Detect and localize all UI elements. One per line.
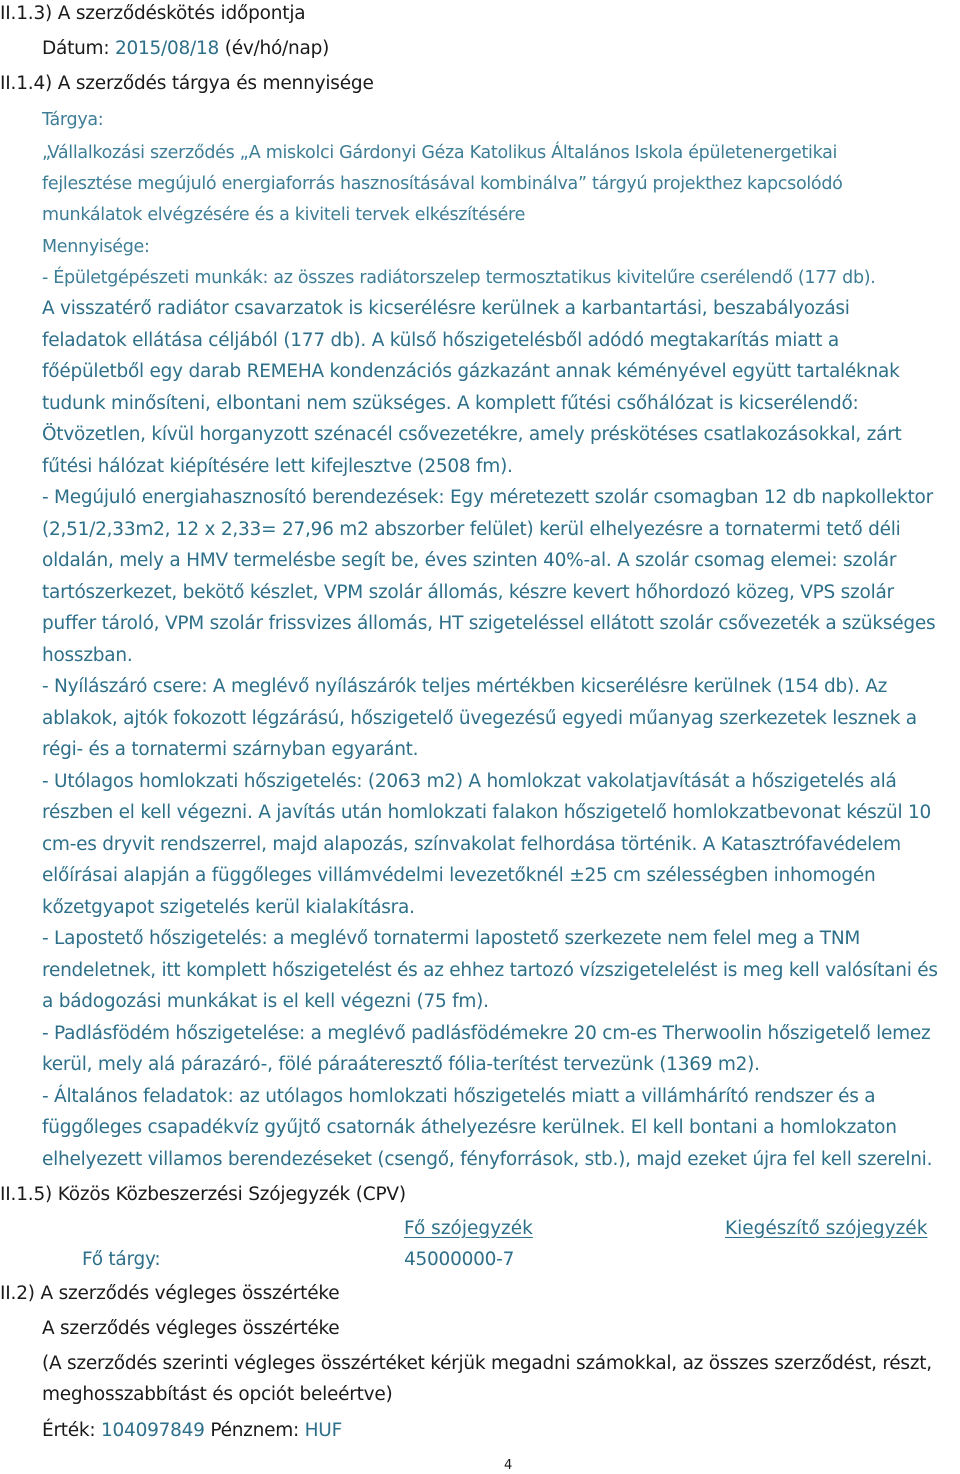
quantity-line: régi- és a tornatermi szárnyban egyaránt.	[42, 739, 419, 760]
quantity-label: Mennyisége:	[42, 237, 150, 257]
date-value: 2015/08/18	[114, 38, 220, 59]
quantity-line: - Épületgépészeti munkák: az összes radiátorszelep termosztatikus kivitelűre cserélendő (177 db).	[42, 268, 876, 288]
section-heading-cpv: II.1.5) Közös Közbeszerzési Szójegyzék (CPV)	[0, 1184, 406, 1205]
quantity-line: tartószerkezet, bekötő készlet, VPM szolár állomás, készre kevert hőhordozó közeg, VPS szolár	[42, 582, 894, 603]
quantity-line: - Utólagos homlokzati hőszigetelés: (2063 m2) A homlokzat vakolatjavítását a hőszigetelés alá	[42, 771, 897, 792]
final-value-row	[42, 1420, 342, 1442]
subject-line: „Vállalkozási szerződés „A miskolci Gárdonyi Géza Katolikus Általános Iskola épületenergetikai	[42, 143, 838, 163]
contract-date-row	[42, 38, 329, 60]
section-heading-contract-date: II.1.3) A szerződéskötés időpontja	[0, 3, 306, 24]
cpv-main-header: Fő szójegyzék	[404, 1218, 533, 1239]
subject-label: Tárgya:	[42, 110, 104, 130]
quantity-line: elhelyezett villamos berendezéseket (csengő, fényforrások, stb.), majd ezeket újra fel kell szerelni.	[42, 1149, 933, 1170]
quantity-line: a bádogozási munkákat is el kell végezni (75 fm).	[42, 991, 489, 1012]
quantity-line: előírásai alapján a függőleges villámvédelmi levezetőknél ±25 cm szélességben inhomogén	[42, 865, 876, 886]
value-amount: 104097849	[101, 1420, 205, 1441]
quantity-line: Ötvözetlen, kívül horganyzott szénacél csővezetékre, amely préskötéses csatlakozásokkal, zárt	[42, 424, 902, 445]
quantity-line: A visszatérő radiátor csavarzatok is kicserélésre kerülnek a karbantartási, beszabályozási	[42, 298, 850, 319]
quantity-line: oldalán, mely a HMV termelésbe segít be, éves szinten 40%-al. A szolár csomag elemei: szolár	[42, 550, 897, 571]
currency-value: HUF	[304, 1420, 342, 1441]
quantity-line: puffer tároló, VPM szolár frissvizes állomás, HT szigeteléssel ellátott szolár csővezeték a szükséges	[42, 613, 936, 634]
quantity-line: függőleges csapadékvíz gyűjtő csatornák áthelyezésre kerülnek. El kell bontani a homlokzaton	[42, 1117, 897, 1138]
cpv-supp-header: Kiegészítő szójegyzék	[725, 1218, 928, 1239]
final-value-title: A szerződés végleges összértéke	[42, 1318, 340, 1339]
note-line: (A szerződés szerinti végleges összértéket kérjük megadni számokkal, az összes szerződést, részt,	[42, 1353, 932, 1374]
cpv-main-code: 45000000-7	[404, 1249, 515, 1270]
quantity-line: hosszban.	[42, 645, 133, 666]
quantity-line: cm-es dryvit rendszerrel, majd alapozás, színvakolat felhordása történik. A Katasztrófavédelem	[42, 834, 901, 855]
quantity-line: (2,51/2,33m2, 12 x 2,33= 27,96 m2 abszorber felület) kerül elhelyezésre a tornatermi tető déli	[42, 519, 901, 540]
subject-line: munkálatok elvégzésére és a kiviteli tervek elkészítésére	[42, 205, 526, 225]
date-label: Dátum:	[42, 38, 115, 59]
quantity-line: részben el kell végezni. A javítás után homlokzati falakon hőszigetelő homlokzatbevonat készül 10	[42, 802, 932, 823]
quantity-line: - Megújuló energiahasznosító berendezések: Egy méretezett szolár csomagban 12 db napkollektor	[42, 487, 933, 508]
cpv-row-label: Fő tárgy:	[82, 1249, 161, 1270]
date-format: (év/hó/nap)	[219, 38, 330, 59]
quantity-line: - Nyílászáró csere: A meglévő nyílászárók teljes mértékben kicserélésre kerülnek (154 db). Az	[42, 676, 888, 697]
quantity-line: kőzetgyapot szigetelés kerül kialakításra.	[42, 897, 415, 918]
quantity-line: - Padlásfödém hőszigetelése: a meglévő padlásfödémekre 20 cm-es Therwoolin hőszigetelő lemez	[42, 1023, 931, 1044]
quantity-line: tudunk minősíteni, elbontani nem szükséges. A komplett fűtési csőhálózat is kicserélendő:	[42, 393, 859, 414]
subject-line: fejlesztése megújuló energiaforrás hasznosításával kombinálva” tárgyú projekthez kapcsolódó	[42, 174, 843, 194]
quantity-line: rendeletnek, itt komplett hőszigetelést és az ehhez tartozó vízszigetelelést is meg kell valósítani és	[42, 960, 938, 981]
quantity-line: fűtési hálózat kiépítésére lett kifejlesztve (2508 fm).	[42, 456, 513, 477]
page-number: 4	[504, 1458, 513, 1473]
note-line: meghosszabbítást és opciót beleértve)	[42, 1384, 393, 1405]
quantity-line: ablakok, ajtók fokozott légzárású, hőszigetelő üvegezésű egyedi műanyag szerkezetek lesznek a	[42, 708, 917, 729]
quantity-line: - Általános feladatok: az utólagos homlokzati hőszigetelés miatt a villámhárító rendszer és a	[42, 1086, 876, 1107]
quantity-line: - Lapostető hőszigetelés: a meglévő tornatermi lapostető szerkezete nem felel meg a TNM	[42, 928, 861, 949]
section-heading-subject: II.1.4) A szerződés tárgya és mennyisége	[0, 73, 374, 94]
quantity-line: kerül, mely alá párazáró-, fölé páraáteresztő fólia-terítést tervezünk (1369 m2).	[42, 1054, 760, 1075]
section-heading-final-value: II.2) A szerződés végleges összértéke	[0, 1283, 340, 1304]
quantity-line: feladatok ellátása céljából (177 db). A külső hőszigetelésből adódó megtakarítás miatt a	[42, 330, 839, 351]
currency-label: Pénznem:	[204, 1420, 305, 1441]
quantity-line: főépületből egy darab REMEHA kondenzációs gázkazánt annak kéményével együtt tartaléknak	[42, 361, 900, 382]
value-label: Érték:	[42, 1420, 102, 1441]
